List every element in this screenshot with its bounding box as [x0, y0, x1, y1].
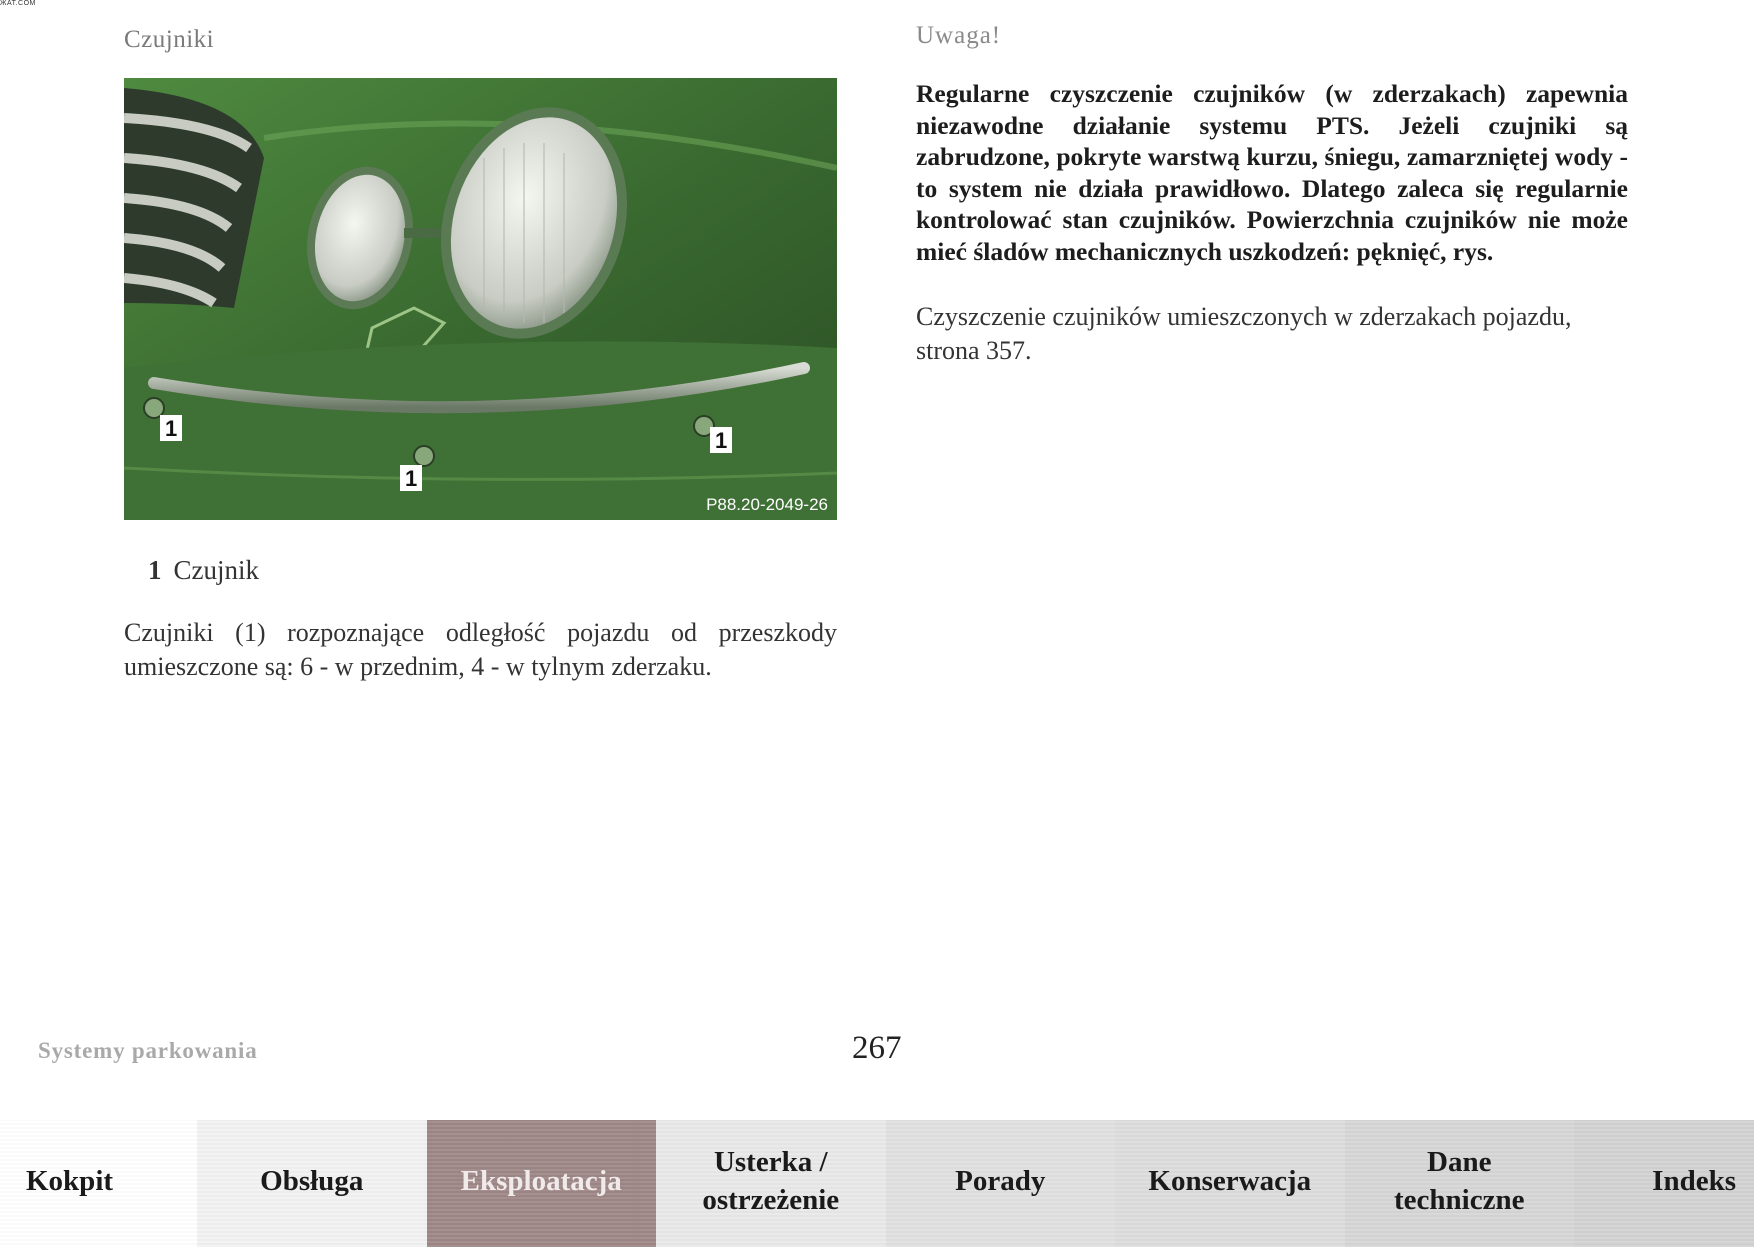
sensor-label-2: 1	[405, 466, 418, 491]
sensor-label-1: 1	[165, 416, 178, 441]
section-heading-sensors: Czujniki	[124, 26, 215, 53]
tab-dane-techniczne[interactable]: Dane techniczne	[1345, 1120, 1575, 1247]
footer-section-title: Systemy parkowania	[38, 1038, 258, 1063]
sensors-description: Czujniki (1) rozpoznające odległość pojazdu od przeszkody umieszczone są: 6 - w przednim, 4 - w tylnym zderzaku.	[124, 618, 837, 681]
figure-caption	[148, 555, 259, 586]
photo-code: P88.20-2049-26	[706, 495, 828, 514]
page-number: 267	[852, 1030, 902, 1066]
bumper-sensors-photo	[124, 78, 837, 520]
watermark: ЖАТ.COM	[0, 0, 36, 7]
warning-heading: Uwaga!	[916, 22, 1002, 49]
tab-konserwacja[interactable]: Konserwacja	[1115, 1120, 1345, 1247]
tab-indeks[interactable]: Indeks	[1574, 1120, 1754, 1247]
caption-text: Czujnik	[173, 555, 259, 585]
tab-obsluga[interactable]: Obsługa	[197, 1120, 427, 1247]
tab-kokpit[interactable]: Kokpit	[0, 1120, 197, 1247]
tab-eksploatacja[interactable]: Eksploatacja	[427, 1120, 657, 1247]
sensor-label-3: 1	[715, 428, 728, 453]
cross-reference-text: Czyszczenie czujników umieszczonych w zderzakach pojazdu, strona 357.	[916, 302, 1572, 365]
chapter-tabs	[0, 1120, 1754, 1247]
caption-number: 1	[148, 555, 162, 585]
warning-text: Regularne czyszczenie czujników (w zderzakach) zapewnia niezawodne działanie systemu PTS. Jeżeli czujniki są zabrudzone, pokryte warstwą kurzu, śniegu, zamarzniętej wody - to system nie działa prawidłowo. Dlatego zaleca się regularnie kontrolować stan czujników. Powierzchnia czujników nie może mieć śladów mechanicznych uszkodzeń: pęknięć, rys.	[916, 79, 1628, 266]
tab-porady[interactable]: Porady	[886, 1120, 1116, 1247]
tab-usterka-ostrzezenie[interactable]: Usterka / ostrzeżenie	[656, 1120, 886, 1247]
